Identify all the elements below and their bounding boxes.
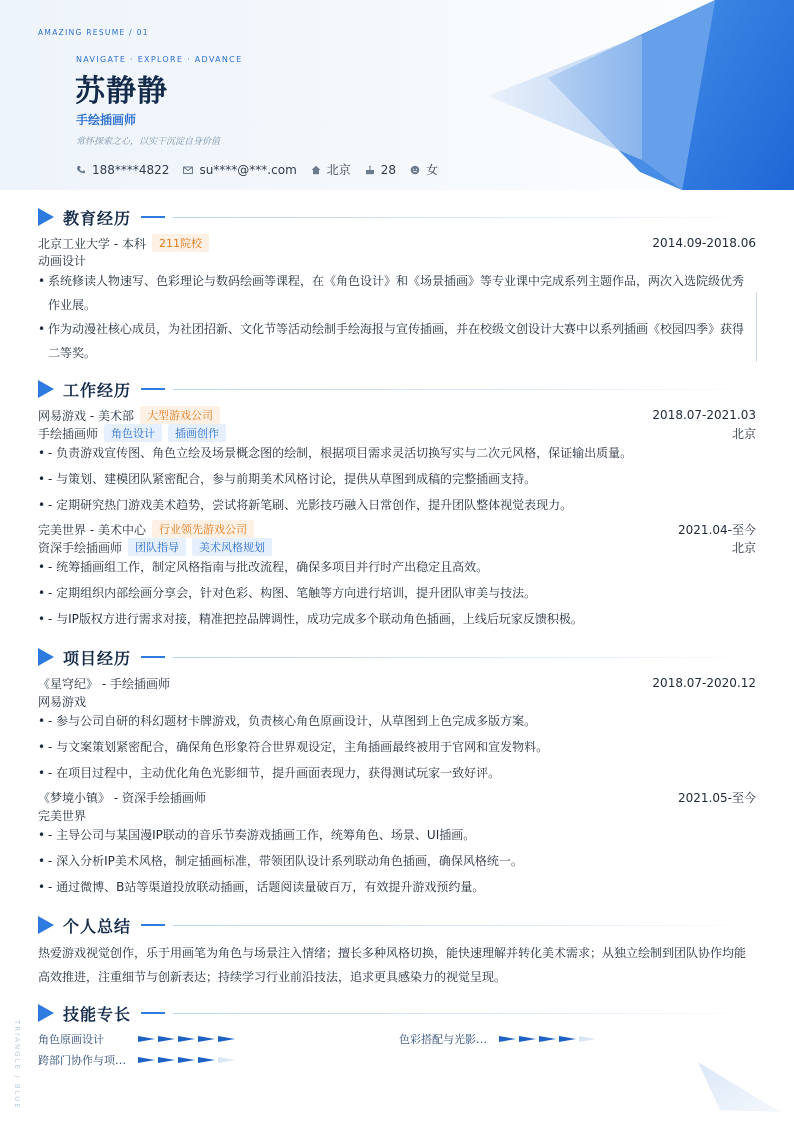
triangle-icon <box>38 208 54 226</box>
work-city: 北京 <box>731 426 756 441</box>
heading-divider <box>173 657 756 658</box>
project-bullet: • - 参与公司自研的科幻题材卡牌游戏，负责核心角色原画设计，从草图到上色完成多版方案。 <box>38 709 746 733</box>
heading-dash <box>141 924 165 926</box>
section-work-title <box>38 379 756 399</box>
position-name: 手绘插画师 <box>38 426 99 441</box>
work-company-row <box>38 520 756 538</box>
face-icon <box>410 165 420 175</box>
work-bullet: • - 定期组织内部绘画分享会，针对色彩、构图、笔触等方向进行培训，提升团队审美与技法。 <box>38 581 746 605</box>
education-date: 2014.09-2018.06 <box>652 236 756 250</box>
work-position-row <box>38 424 756 442</box>
skill-level-meter <box>499 1033 603 1045</box>
skill-level-meter <box>138 1054 242 1066</box>
contact-city <box>311 161 351 178</box>
side-watermark-text: TRIANGLE / BLUE <box>13 1020 21 1110</box>
work-bullet: • - 负责游戏宣传图、角色立绘及场景概念图的绘制，根据项目需求灵活切换写实与二次元风格，保证输出质量。 <box>38 441 746 465</box>
candidate-name: 苏静静 <box>75 74 168 109</box>
tagline: NAVIGATE · EXPLORE · ADVANCE <box>76 55 243 64</box>
school-tag: 211院校 <box>152 234 209 252</box>
project-title: 《星穹纪》 - 手绘插画师 <box>38 676 170 691</box>
section-heading: 项目经历 <box>63 648 132 668</box>
project-row <box>38 674 756 692</box>
triangle-icon <box>38 648 54 666</box>
cake-icon <box>365 165 375 175</box>
motto: 常怀探索之心，以实干沉淀自身价值 <box>76 137 221 147</box>
city-text: 北京 <box>326 163 351 177</box>
phone-text: 188****4822 <box>92 162 170 177</box>
section-summary-title <box>38 915 756 935</box>
contact-gender <box>410 161 438 178</box>
email-text: su****@***.com <box>199 162 297 177</box>
work-date: 2021.04-至今 <box>678 522 756 537</box>
skill-marker-empty <box>579 1036 596 1042</box>
position-tag: 美术风格规划 <box>192 538 272 556</box>
project-date: 2018.07-2020.12 <box>652 676 756 690</box>
heading-divider <box>173 1013 756 1014</box>
header-banner <box>0 0 794 190</box>
section-projects-title <box>38 647 756 667</box>
heading-dash <box>141 1012 165 1014</box>
skill-item <box>38 1052 242 1068</box>
skill-marker-filled <box>559 1036 576 1042</box>
school-name: 北京工业大学 - 本科 <box>38 236 146 251</box>
project-bullet: • - 在项目过程中，主动优化角色光影细节，提升画面表现力，获得测试玩家一致好评。 <box>38 761 746 785</box>
skill-item <box>38 1031 242 1047</box>
education-row <box>38 234 756 252</box>
position-name: 资深手绘插画师 <box>38 540 123 555</box>
work-bullet: • - 定期研究热门游戏美术趋势，尝试将新笔刷、光影技巧融入日常创作，提升团队整体视觉表现力。 <box>38 493 746 517</box>
skill-marker-filled <box>158 1036 175 1042</box>
mail-icon <box>183 165 193 175</box>
work-bullet: • - 与策划、建模团队紧密配合，参与前期美术风格讨论，提供从草图到成稿的完整插画支持。 <box>38 467 746 491</box>
education-major: 动画设计 <box>38 254 87 268</box>
section-skills-title <box>38 1003 756 1023</box>
gender-text: 女 <box>426 163 439 177</box>
home-icon <box>311 165 321 175</box>
section-education-title <box>38 207 756 227</box>
age-text: 28 <box>380 162 397 177</box>
company-name: 完美世界 - 美术中心 <box>38 522 146 537</box>
skill-marker-filled <box>198 1057 215 1063</box>
work-city: 北京 <box>731 540 756 555</box>
company-tag: 大型游戏公司 <box>140 406 220 424</box>
heading-divider <box>173 925 756 926</box>
project-org: 网易游戏 <box>38 695 87 709</box>
contact-age <box>365 163 396 177</box>
triangle-icon <box>38 916 54 934</box>
skill-name: 角色原画设计 <box>38 1033 104 1046</box>
work-company-row <box>38 406 756 424</box>
company-tag: 行业领先游戏公司 <box>152 520 254 538</box>
skill-name: 跨部门协作与项… <box>38 1054 126 1067</box>
skill-name: 色彩搭配与光影… <box>399 1033 487 1046</box>
contact-info <box>76 161 438 178</box>
project-row <box>38 788 756 806</box>
position-tag: 角色设计 <box>104 424 162 442</box>
project-org: 完美世界 <box>38 809 87 823</box>
work-position-row <box>38 538 756 556</box>
triangle-icon <box>38 1004 54 1022</box>
skill-marker-empty <box>218 1057 235 1063</box>
company-name: 网易游戏 - 美术部 <box>38 408 134 423</box>
project-bullet: • - 通过微博、B站等渠道投放联动插画，话题阅读量破百万，有效提升游戏预约量。 <box>38 875 746 899</box>
education-bullet: • 系统修读人物速写、色彩理论与数码绘画等课程，在《角色设计》和《场景插画》等专业课中完成系列主题作品，两次入选院级优秀作业展。 <box>38 269 746 317</box>
work-bullet: • - 与IP版权方进行需求对接，精准把控品牌调性，成功完成多个联动角色插画，上线后玩家反馈积极。 <box>38 607 746 631</box>
skill-marker-filled <box>519 1036 536 1042</box>
skill-marker-filled <box>198 1036 215 1042</box>
heading-dash <box>141 656 165 658</box>
work-date: 2018.07-2021.03 <box>652 408 756 422</box>
section-heading: 技能专长 <box>63 1004 132 1024</box>
brand-label: AMAZING RESUME / 01 <box>38 28 149 37</box>
skill-marker-filled <box>539 1036 556 1042</box>
education-bullet: • 作为动漫社核心成员，为社团招新、文化节等活动绘制手绘海报与宣传插画，并在校级文创设计大赛中以系列插画《校园四季》获得二等奖。 <box>38 317 746 365</box>
skill-marker-filled <box>138 1036 155 1042</box>
skill-item <box>399 1031 603 1047</box>
project-bullet: • - 深入分析IP美术风格，制定插画标准，带领团队设计系列联动角色插画，确保风格统一。 <box>38 849 746 873</box>
contact-email <box>183 163 296 177</box>
section-heading: 个人总结 <box>63 916 132 936</box>
phone-icon <box>76 165 86 175</box>
heading-divider <box>173 217 756 218</box>
project-bullet: • - 主导公司与某国漫IP联动的音乐节奏游戏插画工作，统筹角色、场景、UI插画。 <box>38 823 746 847</box>
triangle-icon <box>38 380 54 398</box>
section-heading: 教育经历 <box>63 208 132 228</box>
project-title: 《梦境小镇》 - 资深手绘插画师 <box>38 790 206 805</box>
contact-phone <box>76 163 169 177</box>
skill-marker-filled <box>218 1036 235 1042</box>
project-bullet: • - 与文案策划紧密配合，确保角色形象符合世界观设定，主角插画最终被用于官网和宣发物料。 <box>38 735 746 759</box>
footer-triangle-decoration <box>690 1060 794 1123</box>
heading-dash <box>141 216 165 218</box>
skill-marker-filled <box>178 1036 195 1042</box>
work-bullet: • - 统筹插画组工作，制定风格指南与批改流程，确保多项目并行时产出稳定且高效。 <box>38 555 746 579</box>
skill-marker-filled <box>178 1057 195 1063</box>
job-title: 手绘插画师 <box>76 113 137 127</box>
position-tag: 插画创作 <box>168 424 226 442</box>
section-heading: 工作经历 <box>63 380 132 400</box>
skill-level-meter <box>138 1033 242 1045</box>
position-tag: 团队指导 <box>128 538 186 556</box>
summary-text: 热爱游戏视觉创作，乐于用画笔为角色与场景注入情绪；擅长多种风格切换，能快速理解并转化美术需求；从独立绘制到团队协作均能高效推进，注重细节与创新表达；持续学习行业前沿技法，追求更具感染力的视觉呈现。 <box>38 946 747 984</box>
skill-marker-filled <box>138 1057 155 1063</box>
project-date: 2021.05-至今 <box>678 790 756 805</box>
skill-marker-filled <box>158 1057 175 1063</box>
skill-marker-filled <box>499 1036 516 1042</box>
heading-divider <box>173 389 756 390</box>
education-side-bar <box>756 292 757 362</box>
heading-dash <box>141 388 165 390</box>
